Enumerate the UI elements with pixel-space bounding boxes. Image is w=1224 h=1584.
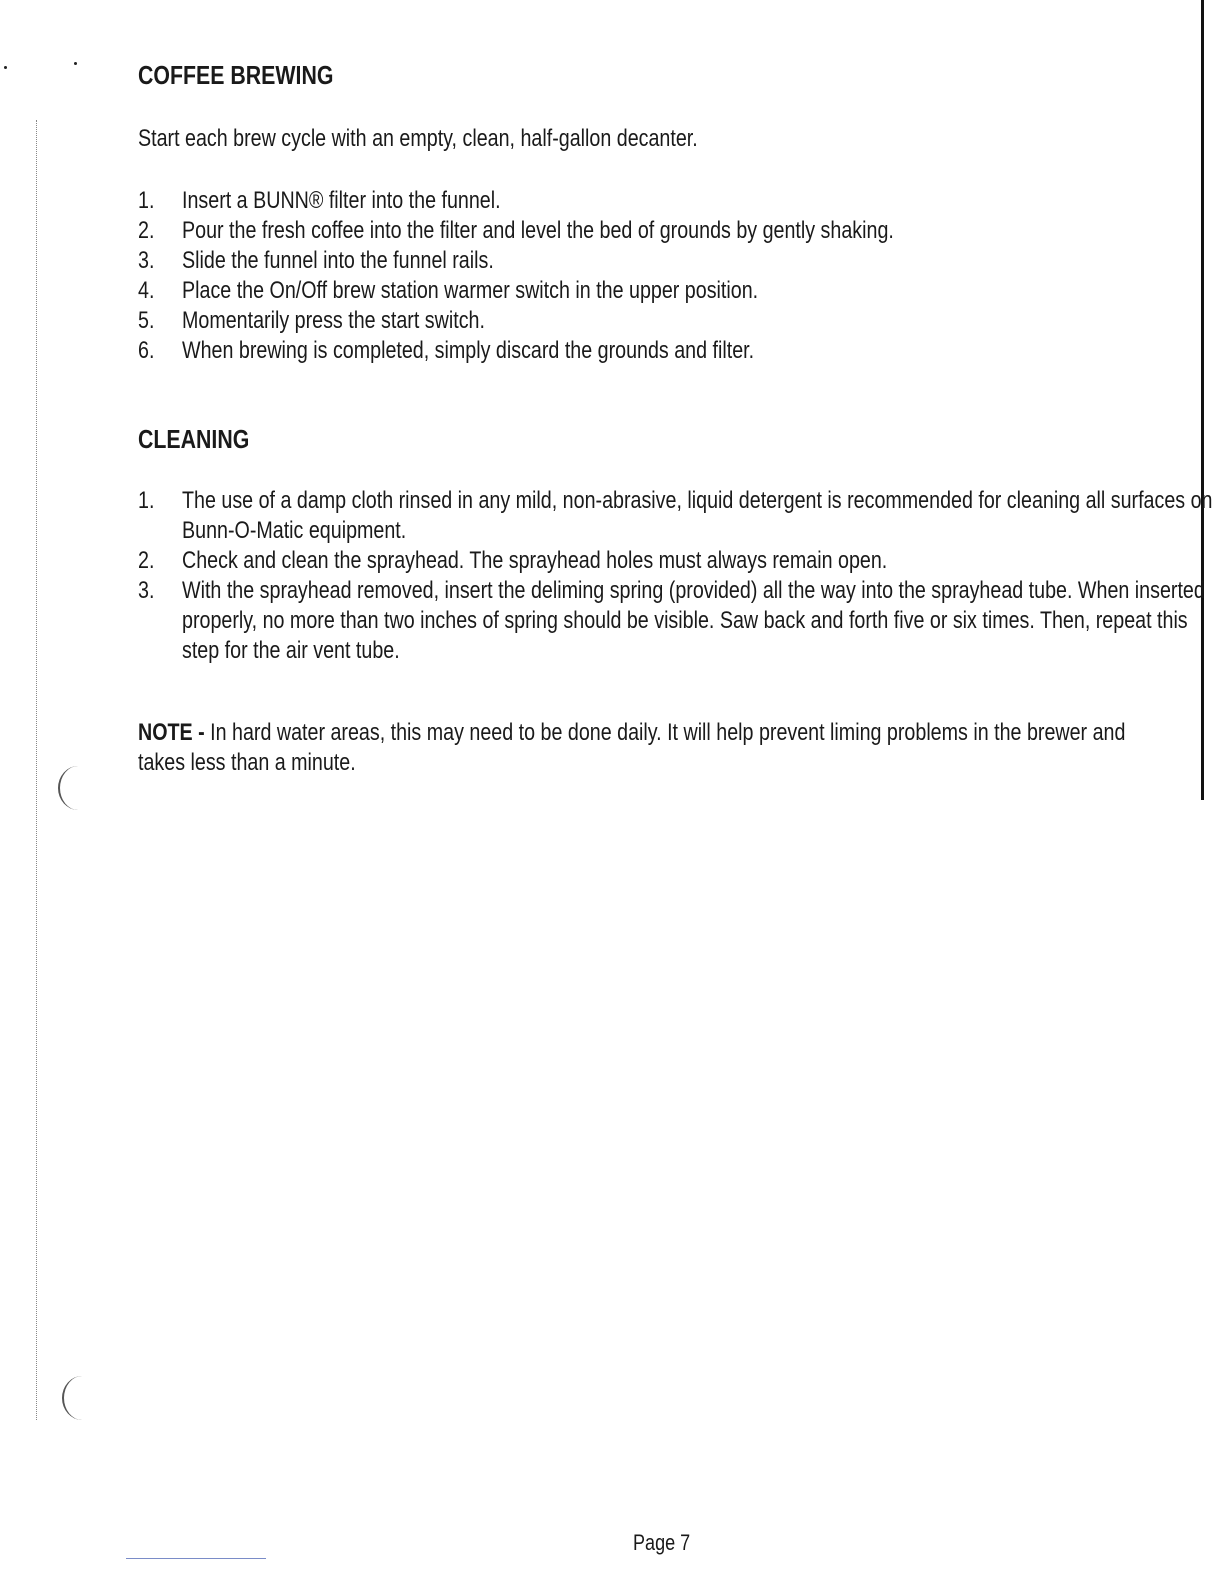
list-item [138,486,1224,546]
scan-speck [74,62,77,65]
binding-margin-rule [36,120,37,1420]
step-text: Place the On/Off brew station warmer switch in the upper position. [182,277,759,304]
step-text: Slide the funnel into the funnel rails. [182,247,494,274]
list-item [138,216,1224,246]
scan-edge-line [1201,0,1204,800]
list-item [138,306,1224,336]
step-number: 2. [138,217,155,244]
punch-hole-mark [58,766,98,810]
coffee-brewing-intro: Start each brew cycle with an empty, clean, half-gallon decanter. [138,125,698,152]
note-text: In hard water areas, this may need to be done daily. It will help prevent liming problems in the brewer and takes less than a minute. [138,719,1126,776]
step-number: 5. [138,307,155,334]
step-text: Pour the fresh coffee into the filter and level the bed of grounds by gently shaking. [182,217,894,244]
scan-speck [4,66,7,69]
page-number: Page 7 [633,1530,691,1555]
cleaning-steps [138,486,1224,666]
step-number: 6. [138,337,155,364]
step-number: 3. [138,247,155,274]
step-text: Momentarily press the start switch. [182,307,485,334]
list-item [138,546,1224,576]
step-text: Check and clean the sprayhead. The sprayhead holes must always remain open. [182,547,888,574]
step-number: 3. [138,577,155,604]
step-text: When brewing is completed, simply discard the grounds and filter. [182,337,755,364]
coffee-brewing-heading: COFFEE BREWING [138,60,334,90]
list-item [138,276,1224,306]
footer-rule [126,1558,266,1559]
step-text: With the sprayhead removed, insert the deliming spring (provided) all the way into the sprayhead tube. When inserted properly, no more than two inches of spring should be visible. Saw back and forth five or six times. Then, repeat this step for the air vent tube. [182,577,1205,664]
list-item [138,246,1224,276]
step-number: 4. [138,277,155,304]
list-item [138,576,1224,666]
note-label: NOTE - [138,719,205,746]
list-item [138,186,1224,216]
step-text: The use of a damp cloth rinsed in any mild, non-abrasive, liquid detergent is recommended for cleaning all surfaces on Bunn-O-Matic equipment. [182,487,1213,544]
punch-hole-mark [62,1376,102,1420]
step-number: 2. [138,547,155,574]
step-number: 1. [138,487,155,514]
cleaning-heading: CLEANING [138,424,250,454]
step-text: Insert a BUNN® filter into the funnel. [182,187,501,214]
coffee-brewing-steps [138,186,1224,366]
step-number: 1. [138,187,155,214]
list-item [138,336,1224,366]
note-paragraph [138,718,1171,778]
